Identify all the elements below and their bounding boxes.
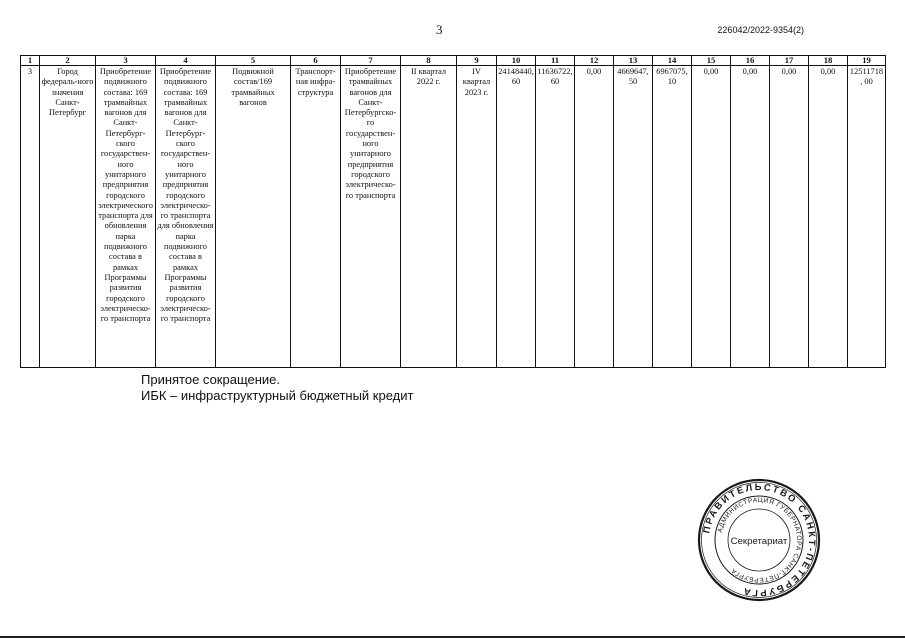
col-header: 18 xyxy=(809,56,848,66)
col-header: 19 xyxy=(848,56,886,66)
table-cell: IV квартал 2023 г. xyxy=(457,66,497,368)
table-cell: 12511718, 00 xyxy=(848,66,886,368)
col-header: 9 xyxy=(457,56,497,66)
table-cell: 11636722, 60 xyxy=(536,66,575,368)
abbreviation-note xyxy=(141,372,413,403)
note-heading: Принятое сокращение. xyxy=(141,372,281,387)
document-number: 226042/2022-9354(2) xyxy=(717,25,804,35)
col-header: 14 xyxy=(653,56,692,66)
header-row xyxy=(21,56,886,66)
col-header: 15 xyxy=(692,56,731,66)
table-cell: 0,00 xyxy=(575,66,614,368)
table-cell: Подвижной состав/169 трамвайных вагонов xyxy=(216,66,291,368)
official-seal-stamp xyxy=(697,478,821,602)
col-header: 10 xyxy=(497,56,536,66)
table-cell: Транспорт-ная инфра-структура xyxy=(291,66,341,368)
col-header: 1 xyxy=(21,56,40,66)
col-header: 17 xyxy=(770,56,809,66)
table-cell: Приобретение подвижного состава: 169 трамвайных вагонов для Санкт-Петербург-ского государствен-ного унитарного предприятия городского электрическо-го транспорта для обновления парка подвижного состава в рамках Программы развития городского электрическо-го транспорта xyxy=(156,66,216,368)
col-header: 13 xyxy=(614,56,653,66)
table-cell: 4669647, 50 xyxy=(614,66,653,368)
seal-center-text: Секретариат xyxy=(730,536,788,547)
table-cell: 0,00 xyxy=(731,66,770,368)
table-cell: Приобретение трамвайных вагонов для Санкт-Петербургско-го государствен-ного унитарного предприятия городского электрическо-го транспорта xyxy=(341,66,401,368)
seal-outer-text: ПРАВИТЕЛЬСТВО САНКТ-ПЕТЕРБУРГА xyxy=(700,480,819,600)
data-table xyxy=(20,55,886,368)
col-header: 2 xyxy=(40,56,96,66)
table-cell: 0,00 xyxy=(809,66,848,368)
table-cell: 24148440, 60 xyxy=(497,66,536,368)
table-cell: Приобретение подвижного состава: 169 трамвайных вагонов для Санкт-Петербург-ского государствен-ного унитарного предприятия городского электрического транспорта для обновления парка подвижного состава в рамках Программы развития городского электрическо-го транспорта xyxy=(96,66,156,368)
page-bottom-rule xyxy=(0,636,905,638)
col-header: 7 xyxy=(341,56,401,66)
col-header: 5 xyxy=(216,56,291,66)
table-row xyxy=(21,66,886,368)
seal-inner-text: АДМИНИСТРАЦИЯ ГУБЕРНАТОРА САНКТ-ПЕТЕРБУРГА xyxy=(716,496,803,584)
col-header: 4 xyxy=(156,56,216,66)
col-header: 11 xyxy=(536,56,575,66)
table-cell: 6967075, 10 xyxy=(653,66,692,368)
page-number: 3 xyxy=(436,22,443,37)
table-cell: 0,00 xyxy=(692,66,731,368)
table-cell: 3 xyxy=(21,66,40,368)
table-cell: II квартал 2022 г. xyxy=(401,66,457,368)
col-header: 12 xyxy=(575,56,614,66)
col-header: 8 xyxy=(401,56,457,66)
col-header: 16 xyxy=(731,56,770,66)
table-cell: 0,00 xyxy=(770,66,809,368)
table-cell: Город федераль-ного значения Санкт-Петербург xyxy=(40,66,96,368)
note-definition: ИБК – инфраструктурный бюджетный кредит xyxy=(141,387,414,403)
col-header: 6 xyxy=(291,56,341,66)
col-header: 3 xyxy=(96,56,156,66)
